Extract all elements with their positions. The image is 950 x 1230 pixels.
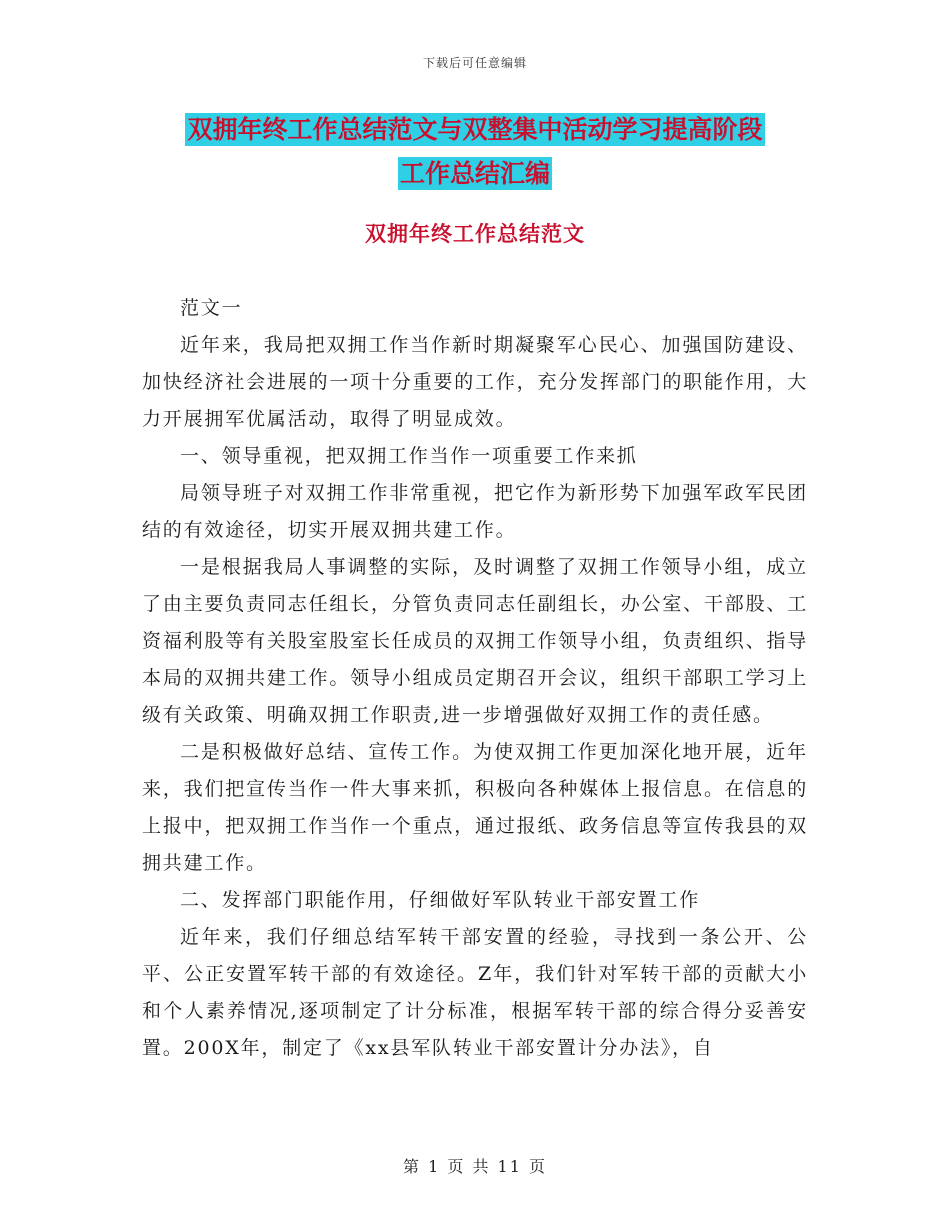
body-paragraph: 近年来，我们仔细总结军转干部安置的经验，寻找到一条公开、公平、公正安置军转干部的有效途径。Z年，我们针对军转干部的贡献大小和个人素养情况,逐项制定了计分标准，根据军转干部的综合得分妥善安置。200X年，制定了《xx县军队转业干部安置计分办法》，自	[142, 926, 808, 1059]
page-footer: 第 1 页 共 11 页	[403, 1157, 547, 1176]
document-title-line2: 工作总结汇编	[399, 159, 550, 188]
body-paragraph: 范文一	[180, 297, 243, 319]
document-title-line1: 双拥年终工作总结范文与双整集中活动学习提高阶段	[187, 115, 763, 144]
header-note: 下载后可任意编辑	[422, 56, 527, 70]
body-paragraph: 局领导班子对双拥工作非常重视，把它作为新形势下加强军政军民团结的有效途径，切实开展双拥共建工作。	[142, 482, 808, 541]
section-title: 双拥年终工作总结范文	[365, 222, 585, 246]
body-paragraph: 一是根据我局人事调整的实际，及时调整了双拥工作领导小组，成立了由主要负责同志任组长，分管负责同志任副组长，办公室、干部股、工资福利股等有关股室股室长任成员的双拥工作领导小组，负责组织、指导本局的双拥共建工作。领导小组成员定期召开会议，组织干部职工学习上级有关政策、明确双拥工作职责,进一步增强做好双拥工作的责任感。	[142, 556, 808, 726]
document-body	[142, 290, 808, 1067]
body-paragraph: 二是积极做好总结、宣传工作。为使双拥工作更加深化地开展，近年来，我们把宣传当作一件大事来抓，积极向各种媒体上报信息。在信息的上报中，把双拥工作当作一个重点，通过报纸、政务信息等宣传我县的双拥共建工作。	[142, 741, 808, 874]
body-paragraph: 一、领导重视，把双拥工作当作一项重要工作来抓	[180, 445, 638, 467]
document-title	[140, 108, 810, 196]
body-paragraph: 二、发挥部门职能作用，仔细做好军队转业干部安置工作	[180, 889, 701, 911]
body-paragraph: 近年来，我局把双拥工作当作新时期凝聚军心民心、加强国防建设、加快经济社会进展的一项十分重要的工作，充分发挥部门的职能作用，大力开展拥军优属活动，取得了明显成效。	[142, 334, 808, 430]
